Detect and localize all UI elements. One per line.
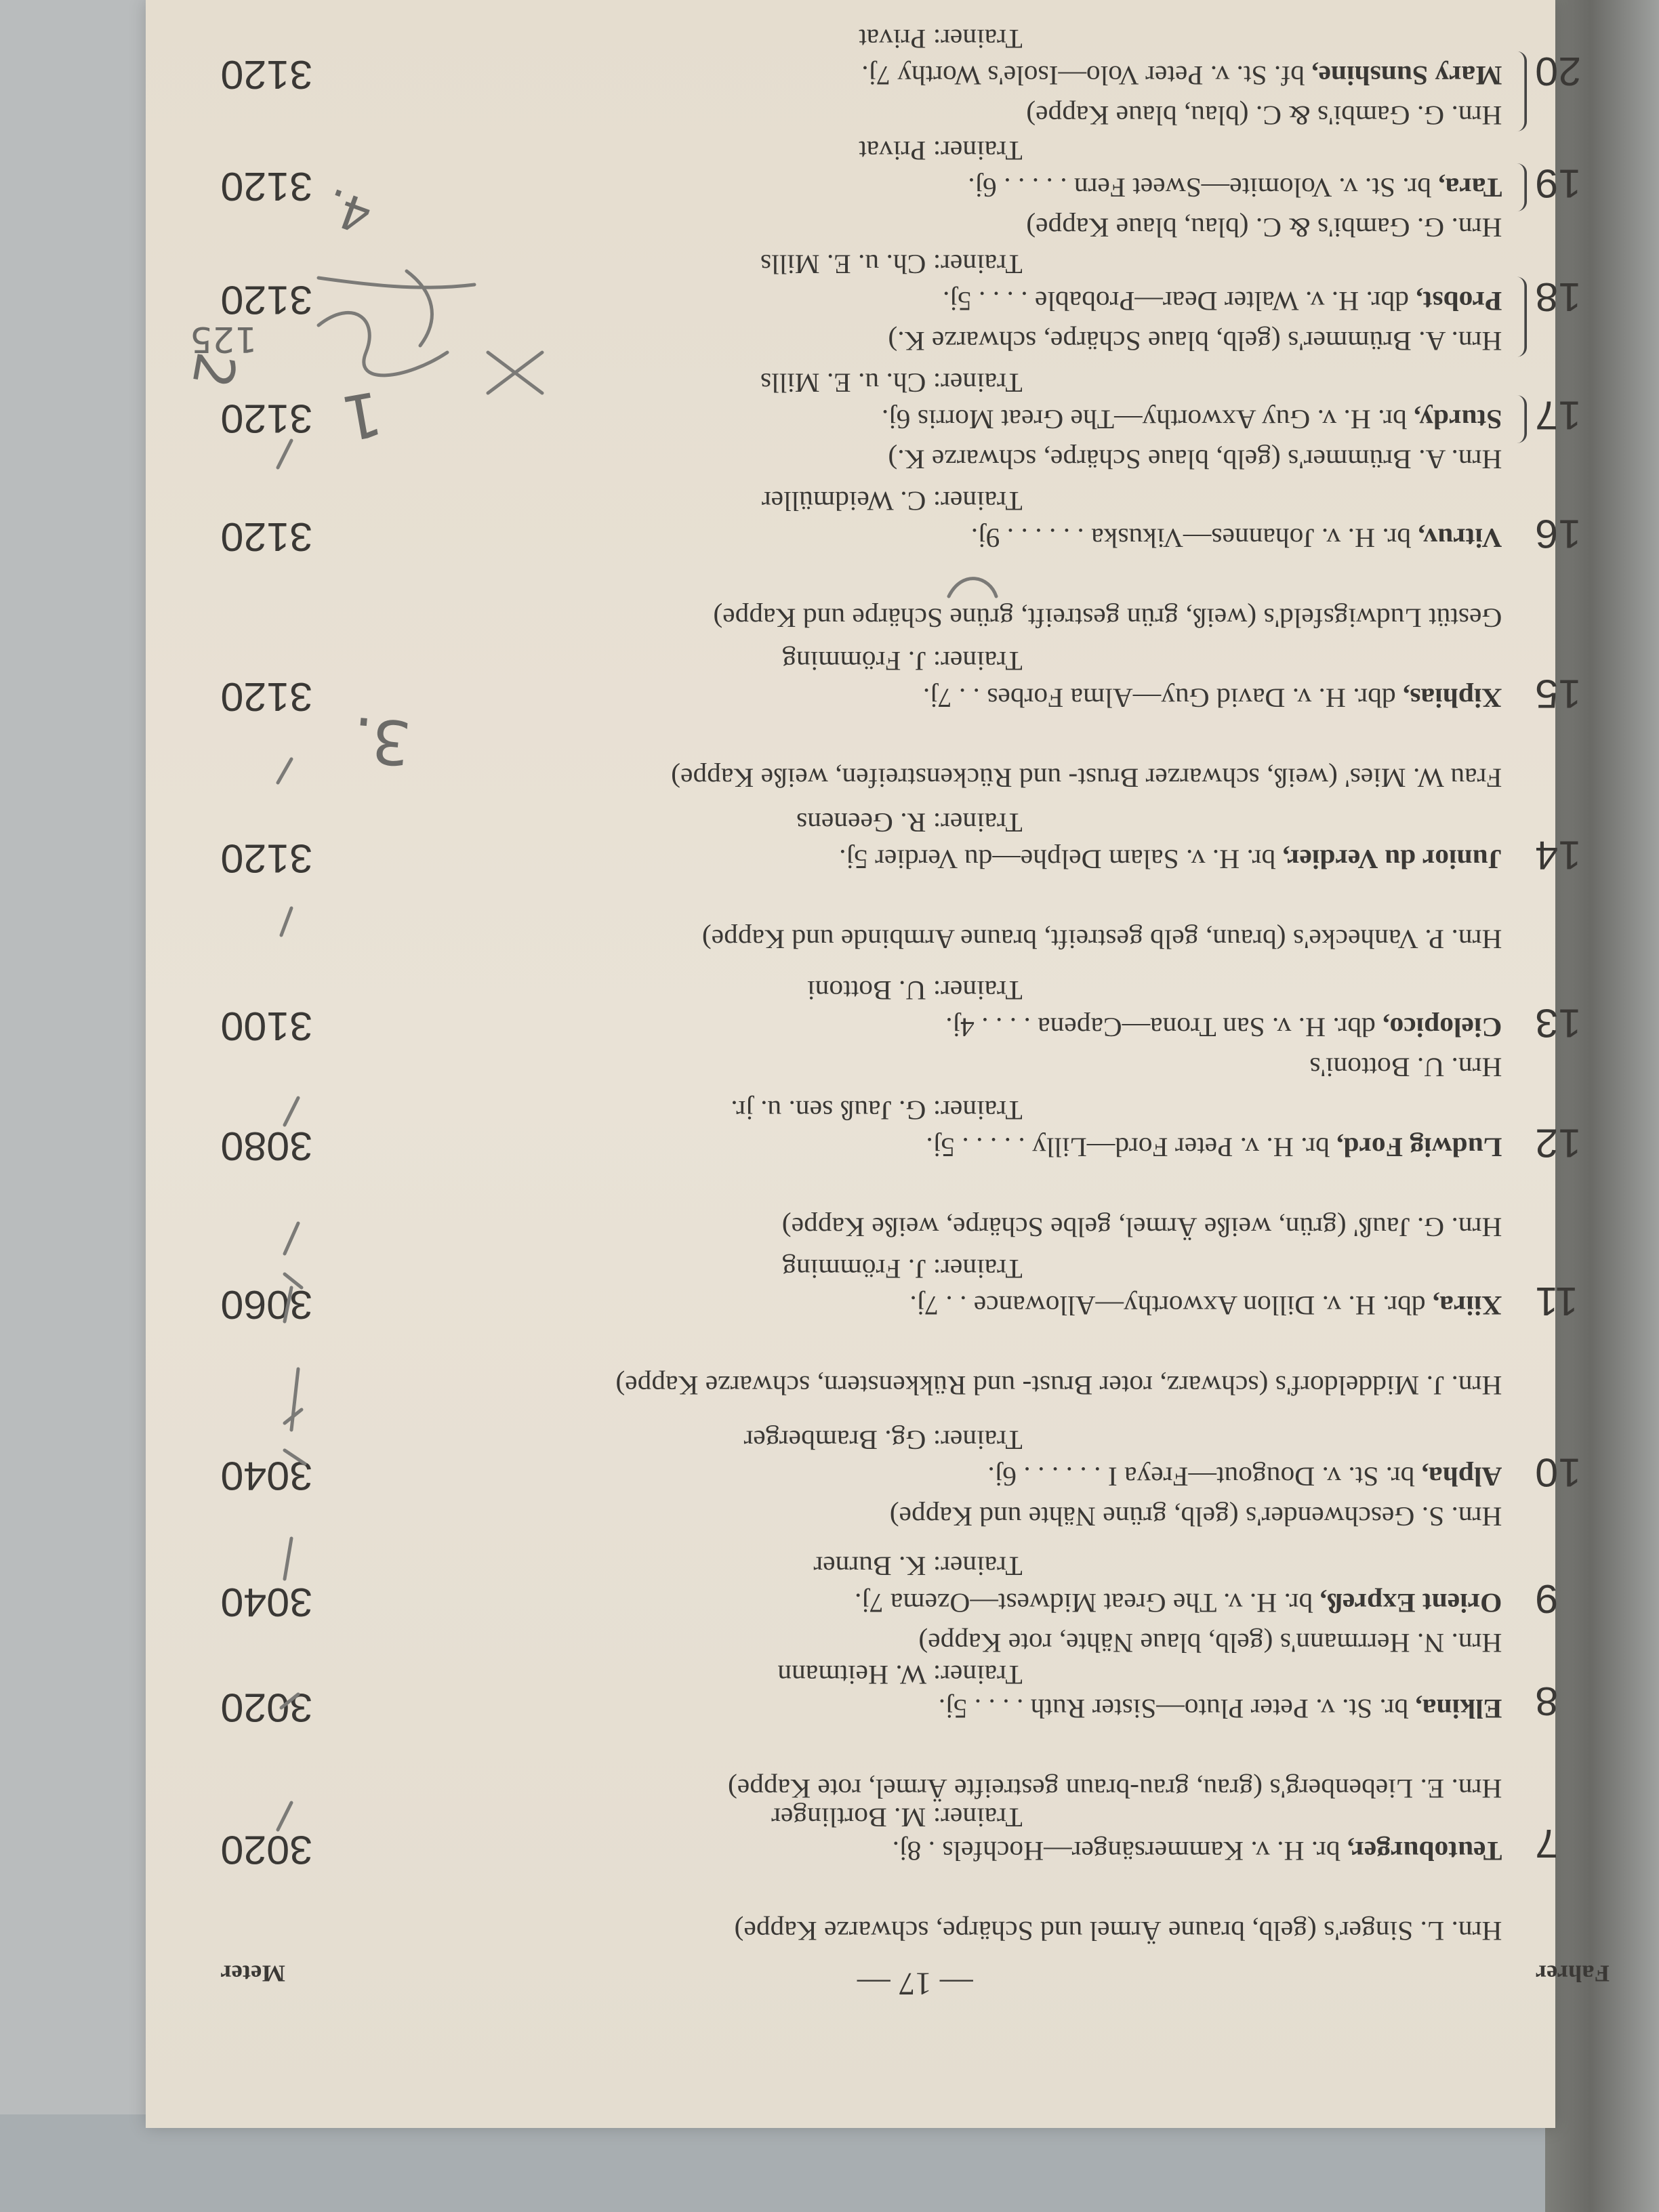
- entry-number: 19: [1535, 161, 1582, 206]
- entry-brace: [1509, 277, 1527, 357]
- entry-owner: Hrn. N. Herrmann's (gelb, blaue Nähte, rote Kappe): [918, 1627, 1502, 1658]
- entry-trainer: Trainer: Gg. Bramberger: [743, 1424, 1023, 1454]
- entry-brace: [1509, 395, 1527, 443]
- entry-meter: 3020: [220, 1685, 313, 1730]
- entry-horse: [220, 1691, 1502, 1725]
- entry-11: [220, 1253, 1610, 1401]
- horse-name: Sturdy,: [1414, 404, 1502, 434]
- entry-owner: Hrn. L. Singer's (gelb, braune Ärmel und Schärpe, schwarze Kappe): [734, 1915, 1502, 1946]
- entry-13: [220, 971, 1610, 1083]
- horse-description: br. H. v. Johannes—Vikuska . . . . . . 9j.: [970, 522, 1411, 552]
- entry-trainer: Trainer: Ch. u. E. Mills: [760, 249, 1023, 279]
- entry-number: 20: [1535, 49, 1582, 94]
- entry-meter: 3120: [220, 836, 313, 881]
- entry-trainer: Trainer: Ch. u. E. Mills: [760, 367, 1023, 397]
- entry-meter: 3120: [220, 674, 313, 720]
- entry-18: [220, 245, 1610, 356]
- entry-meter: 3040: [220, 1453, 313, 1498]
- horse-description: br. H. v. The Great Midwest—Ozema 7j.: [854, 1587, 1313, 1618]
- entry-number: 18: [1535, 274, 1582, 320]
- entry-horse: [220, 1833, 1502, 1867]
- entry-horse: [220, 1459, 1502, 1493]
- entry-trainer: Trainer: J. Frömming: [782, 1253, 1023, 1283]
- entry-horse: [220, 520, 1502, 554]
- horse-description: br. H. v. Peter Ford—Lilly . . . . . 5j.: [926, 1131, 1330, 1162]
- printed-page-upside-down: [220, 23, 1610, 2003]
- horse-name: Junior du Verdier,: [1282, 844, 1502, 874]
- entry-horse: [220, 283, 1502, 317]
- entry-number: 9: [1535, 1576, 1559, 1622]
- entry-meter: 3120: [220, 396, 313, 441]
- entry-owner: Hrn. G. Jauß' (grün, weiße Ärmel, gelbe Schärpe, weiße Kappe): [781, 1211, 1502, 1242]
- entry-meter: 3120: [220, 164, 313, 209]
- entry-brace: [1509, 163, 1527, 211]
- entry-meter: 3100: [220, 1004, 313, 1049]
- entry-trainer: Trainer: Privat: [859, 23, 1023, 54]
- entry-horse: [220, 842, 1502, 876]
- entry-number: 14: [1535, 832, 1582, 878]
- horse-name: Xiira,: [1432, 1290, 1502, 1320]
- entry-meter: 3120: [220, 52, 313, 98]
- entry-owner: Hrn. G. Gambi's & C. (blau, blaue Kappe): [1026, 100, 1502, 130]
- entry-owner: Hrn. G. Gambi's & C. (blau, blaue Kappe): [1026, 211, 1502, 242]
- entry-number: 17: [1535, 392, 1582, 438]
- entry-trainer: Trainer: Privat: [859, 135, 1023, 165]
- entry-owner: Hrn. A. Brümmer's (gelb, blaue Schärpe, schwarze K.): [888, 444, 1502, 474]
- entry-16: [220, 485, 1610, 633]
- entry-horse: [220, 402, 1502, 436]
- entry-number: 12: [1535, 1120, 1582, 1166]
- horse-name: Teutoburger,: [1347, 1835, 1502, 1866]
- entry-meter: 3080: [220, 1124, 313, 1169]
- pencil-note-3: 3.: [349, 702, 414, 779]
- entry-owner: Hrn. U. Bottoni's: [1309, 1051, 1502, 1082]
- entry-number: 10: [1535, 1450, 1582, 1495]
- entry-owner: Hrn. A. Brümmer's (gelb, blaue Schärpe, schwarze K.): [888, 325, 1502, 356]
- pencil-note-125: 125: [190, 319, 258, 359]
- horse-name: Elkina,: [1415, 1693, 1502, 1723]
- entry-horse: [220, 58, 1502, 91]
- entry-meter: 3120: [220, 277, 313, 323]
- horse-description: dbr. H. v. Walter Dear—Probable . . . . 5j.: [943, 285, 1409, 316]
- entry-owner: Hrn. S. Geschwender's (gelb, grüne Nähte und Kappe): [889, 1501, 1502, 1531]
- entry-owner: Hrn. J. Middeldorf's (schwarz, roter Brust- und Rükkenstern, schwarze Kappe): [615, 1370, 1502, 1400]
- entry-number: 11: [1535, 1279, 1578, 1324]
- entry-trainer: Trainer: W. Heitmann: [777, 1659, 1023, 1689]
- pencil-note-4: 4.: [316, 177, 379, 245]
- horse-name: Cielopico,: [1382, 1011, 1502, 1042]
- entry-horse: [220, 1129, 1502, 1163]
- entry-number: 13: [1535, 1000, 1582, 1046]
- entry-number: 16: [1535, 511, 1582, 556]
- horse-description: br. St. v. Volomite—Sweet Fern . . . . . 6j.: [968, 171, 1431, 202]
- pencil-note-1: 1: [336, 376, 387, 454]
- entry-12: [220, 1094, 1610, 1243]
- horse-description: bf. St. v. Peter Volo—Isole's Worthy 7j.: [861, 60, 1305, 90]
- entry-trainer: Trainer: J. Frömming: [782, 645, 1023, 676]
- horse-description: br. St. v. Dougout—Freya I . . . . . . 6j.: [987, 1461, 1415, 1491]
- entry-meter: 3120: [220, 514, 313, 560]
- horse-name: Vitruv,: [1418, 522, 1502, 552]
- horse-name: Mary Sunshine,: [1311, 60, 1502, 90]
- entry-9: [220, 1547, 1610, 1658]
- entry-number: 7: [1535, 1821, 1559, 1866]
- entry-19: [220, 131, 1610, 243]
- entry-owner: Hrn. E. Liebenberg's (grau, grau-braun gestreifte Ärmel, rote Kappe): [728, 1773, 1502, 1803]
- entry-trainer: Trainer: U. Bottoni: [807, 975, 1023, 1005]
- entry-horse: [220, 1585, 1502, 1619]
- entry-trainer: Trainer: G. Jauß sen. u. jr.: [731, 1094, 1023, 1125]
- entry-trainer: Trainer: K. Burner: [813, 1551, 1023, 1580]
- entry-owner: Gestüt Ludwigsfeld's (weiß, grün gestreift, grüne Schärpe und Kappe): [713, 602, 1502, 632]
- entry-meter: 3040: [220, 1579, 313, 1624]
- horse-description: br. H. v. Kammersänger—Hochfels . 8j.: [892, 1835, 1340, 1866]
- horse-name: Ludwig Ford,: [1336, 1131, 1502, 1162]
- entry-owner: Frau W. Mies' (weiß, schwarzer Brust- und Rückenstreifen, weiße Kappe): [671, 762, 1502, 792]
- entry-number: 8: [1535, 1679, 1559, 1724]
- entry-15: [220, 645, 1610, 793]
- entry-brace: [1509, 52, 1527, 131]
- entry-horse: [220, 169, 1502, 203]
- horse-name: Alpha,: [1421, 1461, 1502, 1491]
- entry-trainer: Trainer: C. Weidmüller: [761, 485, 1023, 516]
- horse-name: Probst,: [1416, 285, 1502, 316]
- entry-trainer: Trainer: M. Bortlinger: [771, 1801, 1023, 1832]
- horse-description: dbr. H. v. San Trona—Capena . . . . 4j.: [945, 1011, 1376, 1042]
- entry-10: [220, 1420, 1610, 1532]
- horse-name: Orient Expreß,: [1319, 1587, 1502, 1618]
- entry-14: [220, 806, 1610, 955]
- page-number: — 17 —: [857, 1965, 973, 2002]
- horse-name: Tara,: [1438, 171, 1502, 202]
- horse-name: Xiphias,: [1403, 682, 1502, 712]
- horse-description: br. H. v. Guy Axworthy—The Great Morris 6j.: [881, 404, 1407, 434]
- entry-17: [220, 363, 1610, 475]
- horse-description: br. St. v. Peter Pluto—Sister Ruth . . . . 5j.: [938, 1693, 1409, 1723]
- column-label-meter: Meter: [220, 1960, 285, 1987]
- horse-description: dbr. H. v. David Guy—Alma Forbes . . 7j.: [922, 682, 1396, 712]
- entry-number: 15: [1535, 671, 1582, 716]
- entry-owner: Hrn. P. Vanhecke's (braun, gelb gestreift, braune Armbinde und Kappe): [701, 924, 1502, 954]
- pencil-note-2: 2: [180, 348, 248, 393]
- entry-20: [220, 20, 1610, 131]
- horse-description: dbr. H. v. Dillon Axworthy—Allowance . . 7j.: [909, 1290, 1426, 1320]
- entry-meter: 3060: [220, 1282, 313, 1327]
- column-label-fahrer: Fahrer: [1535, 1960, 1610, 1987]
- entry-horse: [220, 1288, 1502, 1322]
- entry-trainer: Trainer: R. Geenens: [796, 806, 1023, 837]
- entry-horse: [220, 1009, 1502, 1043]
- entry-7: [220, 1801, 1610, 1946]
- horse-description: br. H. v. Salam Delphe—du Verdier 5j.: [839, 844, 1276, 874]
- entry-8: [220, 1659, 1610, 1804]
- page-header: [220, 1954, 1610, 2003]
- entry-meter: 3020: [220, 1827, 313, 1872]
